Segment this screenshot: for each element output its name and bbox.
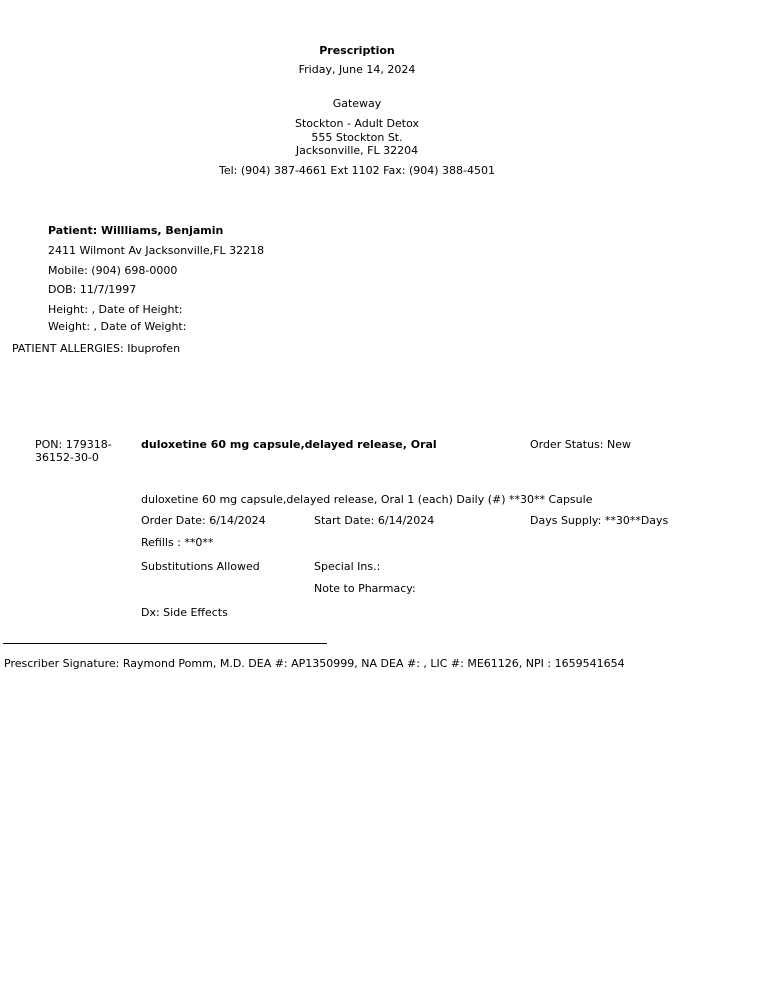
facility-address-line1: 555 Stockton St. <box>311 131 403 144</box>
patient-dob: DOB: 11/7/1997 <box>48 283 137 296</box>
order-date: Order Date: 6/14/2024 <box>141 514 266 527</box>
signature-line-rule <box>3 643 327 644</box>
facility-phone-fax: Tel: (904) 387-4661 Ext 1102 Fax: (904) 388-4501 <box>219 164 495 177</box>
order-refills: Refills : **0** <box>141 536 214 549</box>
organization-name: Gateway <box>332 97 382 110</box>
facility-name: Stockton - Adult Detox <box>294 117 420 130</box>
order-diagnosis: Dx: Side Effects <box>141 606 228 619</box>
patient-allergies: PATIENT ALLERGIES: Ibuprofen <box>12 342 181 355</box>
order-special-instructions: Special Ins.: <box>314 560 381 573</box>
patient-address: 2411 Wilmont Av Jacksonville,FL 32218 <box>48 244 265 257</box>
patient-mobile: Mobile: (904) 698-0000 <box>48 264 178 277</box>
order-start-date: Start Date: 6/14/2024 <box>314 514 435 527</box>
patient-weight: Weight: , Date of Weight: <box>48 320 187 333</box>
document-title: Prescription <box>319 44 395 57</box>
order-pon: PON: 179318-36152-30-0 <box>35 438 112 464</box>
document-date: Friday, June 14, 2024 <box>298 63 416 76</box>
order-days-supply: Days Supply: **30**Days <box>530 514 669 527</box>
order-note-to-pharmacy: Note to Pharmacy: <box>314 582 416 595</box>
prescriber-signature: Prescriber Signature: Raymond Pomm, M.D. DEA #: AP1350999, NA DEA #: , LIC #: ME61126, NPI : 1659541654 <box>4 657 625 670</box>
order-drug-title: duloxetine 60 mg capsule,delayed release, Oral <box>141 438 437 451</box>
order-sig: duloxetine 60 mg capsule,delayed release, Oral 1 (each) Daily (#) **30** Capsule <box>141 493 593 506</box>
patient-name: Patient: Willliams, Benjamin <box>48 224 224 237</box>
patient-height: Height: , Date of Height: <box>48 303 183 316</box>
order-substitutions: Substitutions Allowed <box>141 560 260 573</box>
facility-address-line2: Jacksonville, FL 32204 <box>295 144 419 157</box>
order-status: Order Status: New <box>530 438 632 451</box>
